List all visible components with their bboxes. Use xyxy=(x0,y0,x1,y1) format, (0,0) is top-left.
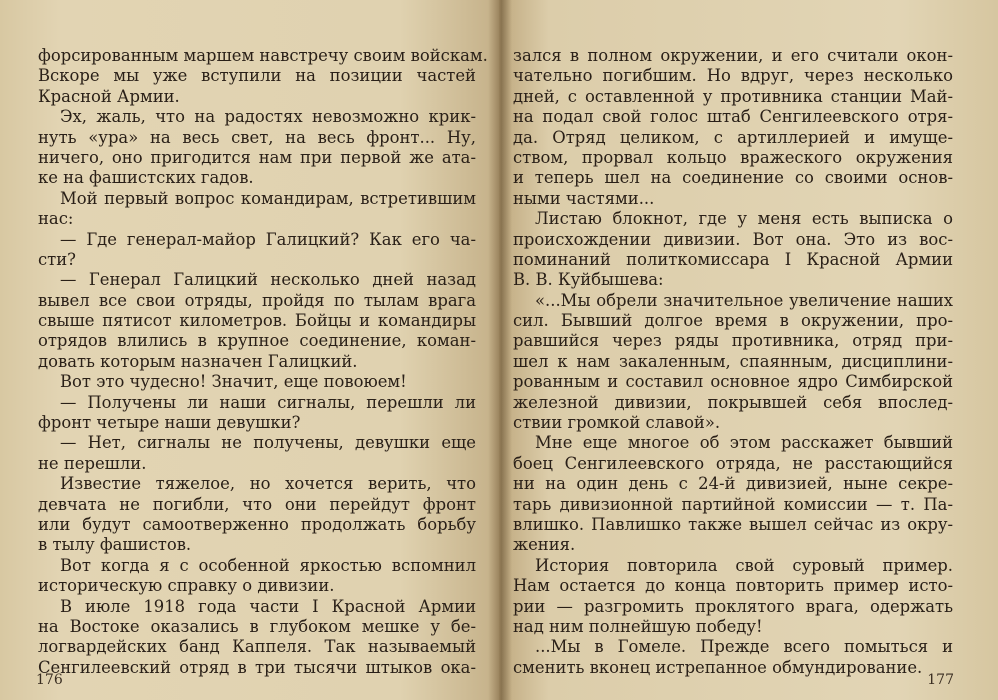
text-line: В. В. Куйбышева: xyxy=(513,270,664,290)
text-line: чательно погибшим. Но вдруг, через несколько xyxy=(513,66,953,86)
text-line: ни на один день с 24-й дивизией, ныне секре- xyxy=(513,474,953,494)
text-line: вывел все свои отряды, пройдя по тылам врага xyxy=(38,290,476,310)
text-line: ке на фашистских гадов. xyxy=(38,168,254,188)
text-line: или будут самоотверженно продолжать борьбу xyxy=(38,514,476,534)
text-line: — Нет, сигналы не получены, девушки еще xyxy=(60,433,476,453)
right-page-number: 177 xyxy=(927,672,954,688)
text-line: жения. xyxy=(513,535,576,555)
text-line: Мне еще многое об этом расскажет бывший xyxy=(535,433,953,453)
text-line: и теперь шел на соединение со своими основ- xyxy=(513,168,953,188)
text-line: отрядов влились в крупное соединение, коман- xyxy=(38,331,476,351)
text-line: влишко. Павлишко также вышел сейчас из окру- xyxy=(513,514,953,534)
text-line: — Где генерал-майор Галицкий? Как его ча- xyxy=(60,229,476,249)
text-line: да. Отряд целиком, с артиллерией и имуще- xyxy=(513,127,953,147)
text-line: рии — разгромить проклятого врага, одержать xyxy=(513,596,953,616)
text-line: — Получены ли наши сигналы, перешли ли xyxy=(60,392,476,412)
text-line: Листаю блокнот, где у меня есть выписка о xyxy=(535,209,953,229)
left-page-text xyxy=(38,46,488,678)
text-line: Известие тяжелое, но хочется верить, что xyxy=(60,474,476,494)
text-line: историческую справку о дивизии. xyxy=(38,576,335,596)
text-line: ...Мы в Гомеле. Прежде всего помыться и xyxy=(535,637,953,657)
text-line: логвардейских банд Каппеля. Так называемый xyxy=(38,637,476,657)
text-line: рованным и составил основное ядро Симбирской xyxy=(513,372,953,392)
text-line: История повторила свой суровый пример. xyxy=(535,555,953,575)
text-line: Вот когда я с особенной яркостью вспомнил xyxy=(60,555,476,575)
text-line: Вот это чудесно! Значит, еще повоюем! xyxy=(60,372,407,392)
text-line: довать которым назначен Галицкий. xyxy=(38,351,358,371)
text-line: не перешли. xyxy=(38,453,147,473)
text-line: дней, с оставленной у противника станции Май- xyxy=(513,86,953,106)
text-line: — Генерал Галицкий несколько дней назад xyxy=(60,270,476,290)
text-line: ными частями... xyxy=(513,188,655,208)
book-gutter xyxy=(488,0,512,700)
text-line: шел к нам закаленным, спаянным, дисциплини- xyxy=(513,351,953,371)
text-line: над ним полнейшую победу! xyxy=(513,616,763,636)
text-line: на Востоке оказались в глубоком мешке у бе- xyxy=(38,616,476,636)
text-line: фронт четыре наши девушки? xyxy=(38,413,301,433)
text-line: сти? xyxy=(38,249,76,269)
text-line: свыше пятисот километров. Бойцы и командиры xyxy=(38,311,476,331)
text-line: Эх, жаль, что на радостях невозможно крик- xyxy=(60,107,476,127)
text-line: форсированным маршем навстречу своим войскам. xyxy=(38,46,488,65)
text-line: на подал свой голос штаб Сенгилеевского отря- xyxy=(513,107,953,127)
text-line: ством, прорвал кольцо вражеского окружения xyxy=(513,147,953,167)
text-line: «...Мы обрели значительное увеличение наших xyxy=(535,290,953,310)
left-page-number: 176 xyxy=(36,672,63,688)
text-line: нас: xyxy=(38,209,74,229)
text-line: зался в полном окружении, и его считали окон- xyxy=(513,46,953,65)
right-page-text xyxy=(513,46,953,678)
text-line: сил. Бывший долгое время в окружении, про- xyxy=(513,311,953,331)
text-line: равшийся через ряды противника, отряд при- xyxy=(513,331,953,351)
text-line: тарь дивизионной партийной комиссии — т. Па- xyxy=(513,494,953,514)
text-line: ничего, оно пригодится нам при первой же ата- xyxy=(38,147,476,167)
text-line: железной дивизии, покрывшей себя впослед- xyxy=(513,392,953,412)
text-line: Мой первый вопрос командирам, встретившим xyxy=(60,188,476,208)
text-line: происхождении дивизии. Вот она. Это из вос- xyxy=(513,229,953,249)
text-line: нуть «ура» на весь свет, на весь фронт... Ну, xyxy=(38,127,476,147)
text-line: поминаний политкомиссара I Красной Армии xyxy=(513,249,953,269)
text-line: ствии громкой славой». xyxy=(513,413,721,433)
text-line: сменить вконец истрепанное обмундирование. xyxy=(513,657,923,677)
text-line: Красной Армии. xyxy=(38,86,180,106)
text-line: в тылу фашистов. xyxy=(38,535,192,555)
text-line: Нам остается до конца повторить пример исто- xyxy=(513,576,953,596)
text-line: Сенгилеевский отряд в три тысячи штыков ока- xyxy=(38,657,476,677)
text-line: Вскоре мы уже вступили на позиции частей xyxy=(38,66,476,86)
text-line: В июле 1918 года части I Красной Армии xyxy=(60,596,476,616)
text-line: девчата не погибли, что они перейдут фронт xyxy=(38,494,476,514)
text-line: боец Сенгилеевского отряда, не расстающийся xyxy=(513,453,953,473)
right-page xyxy=(499,0,998,700)
